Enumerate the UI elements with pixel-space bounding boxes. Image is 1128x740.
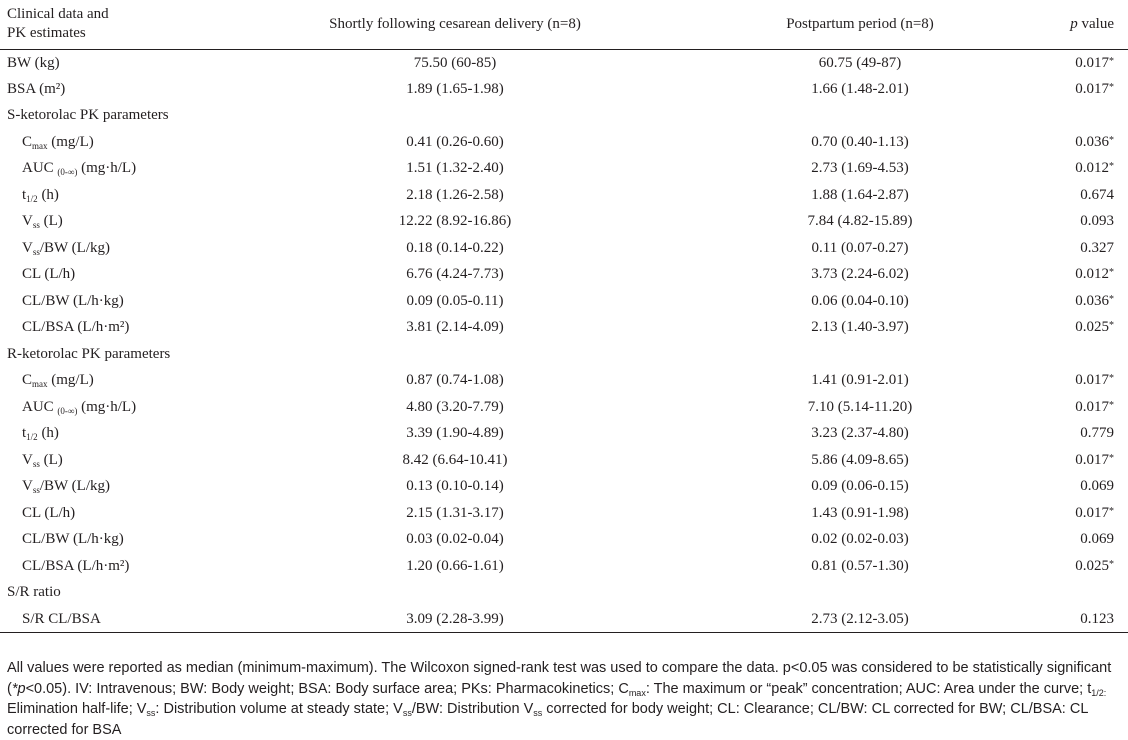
row-label [0,129,250,156]
cell-cesarean: 1.20 (0.66-1.61) [406,557,504,574]
cell-postpartum: 5.86 (4.09-8.65) [811,451,909,468]
cell-p-value [1060,129,1128,156]
table-row [0,420,1128,447]
header-clinical-data-line1: Clinical data and [7,6,109,23]
row-label-tail: (mg/L) [47,133,94,150]
row-label [0,235,250,262]
row-label-subscript: ss [32,246,40,257]
cell-p-value [1060,447,1128,474]
p-value-number: 0.025 [1075,319,1109,336]
row-label-main: BSA (m²) [7,80,66,97]
row-label-main: V [22,239,33,256]
row-label [0,447,250,474]
table-row [0,606,1128,633]
row-label [0,473,250,500]
table-row [0,500,1128,527]
row-label-main: CL/BW (L/h·kg) [22,531,124,548]
row-label-main: t [22,186,27,203]
cell-postpartum: 0.11 (0.07-0.27) [811,239,909,256]
table-row [0,129,1128,156]
row-label-main: V [22,478,33,495]
significance-asterisk: * [1109,293,1114,305]
cell-p-value [1060,49,1128,76]
cell-postpartum: 2.13 (1.40-3.97) [811,319,909,336]
cell-p-value [1060,606,1128,633]
cell-p-value [1060,314,1128,341]
cell-postpartum: 0.70 (0.40-1.13) [811,133,909,150]
cell-p-value [1060,526,1128,553]
row-label-tail: (L) [39,451,63,468]
cell-cesarean: 75.50 (60-85) [413,54,497,71]
cell-cesarean: 2.15 (1.31-3.17) [406,504,504,521]
row-label [0,102,250,129]
table-row [0,76,1128,103]
cell-p-value [1060,235,1128,262]
p-value-number: 0.069 [1080,531,1114,548]
row-label [0,553,250,580]
cell-p-value [1060,394,1128,421]
cell-cesarean: 1.89 (1.65-1.98) [406,80,504,97]
table-row [0,49,1128,76]
row-label-subscript: max [32,140,48,151]
cell-postpartum [660,341,1060,368]
p-value-number: 0.017 [1075,398,1109,415]
cell-cesarean: 12.22 (8.92-16.86) [398,213,512,230]
row-label-subscript: 1/2 [26,193,38,204]
p-value-number: 0.017 [1075,372,1109,389]
cell-postpartum [660,102,1060,129]
p-value-number: 0.779 [1080,425,1114,442]
row-label [0,500,250,527]
footnote-sub-3: ss [146,708,156,718]
cell-cesarean [250,341,660,368]
cell-postpartum: 1.41 (0.91-2.01) [811,372,909,389]
row-label [0,155,250,182]
row-label-tail: /BW (L/kg) [39,239,110,256]
cell-p-value [1060,288,1128,315]
p-value-number: 0.093 [1080,213,1114,230]
cell-p-value [1060,182,1128,209]
row-label-tail: (h) [37,186,59,203]
cell-postpartum: 2.73 (1.69-4.53) [811,160,909,177]
cell-cesarean: 0.09 (0.05-0.11) [406,292,504,309]
row-label [0,314,250,341]
p-value-number: 0.012 [1075,160,1109,177]
header-p-rest: value [1077,15,1114,32]
row-label-subscript: (0-∞) [57,167,78,178]
table-row [0,102,1128,129]
footnote-text-3: <0.05). IV: Intravenous; BW: Body weight; BSA: Body surface area; PKs: Pharmacokinetics; C [25,680,629,697]
row-label [0,420,250,447]
cell-cesarean: 0.41 (0.26-0.60) [406,133,504,150]
row-label-main: CL (L/h) [22,504,76,521]
footnote-sub-4: ss [402,708,412,718]
table-row [0,473,1128,500]
row-label-main: V [22,451,33,468]
cell-postpartum: 7.84 (4.82-15.89) [807,213,913,230]
footnote-sub-1: max [628,687,646,698]
table-row [0,261,1128,288]
row-label-tail: (h) [37,425,59,442]
header-clinical-data-line2: PK estimates [7,25,86,42]
cell-p-value [1060,367,1128,394]
significance-asterisk: * [1109,320,1114,332]
cell-p-value [1060,579,1128,606]
footnote-text-5: Elimination half-life; V [7,701,147,717]
footnote-text-8: corrected for body weight; CL: Clearance; CL/BW: CL corrected for BW; CL/BSA: CL corrected for BSA [7,701,1088,738]
row-label-subscript: 1/2 [26,432,38,443]
cell-cesarean: 0.03 (0.02-0.04) [406,531,504,548]
row-label-tail: (mg·h/L) [77,160,137,177]
row-label [0,394,250,421]
significance-asterisk: * [1109,399,1114,411]
p-value-number: 0.036 [1075,292,1109,309]
row-label-tail: (mg·h/L) [77,398,137,415]
footnote-text-6: : Distribution volume at steady state; V [155,701,403,717]
row-label [0,182,250,209]
cell-cesarean [250,102,660,129]
row-label [0,341,250,368]
row-label [0,606,250,633]
row-label-subscript: ss [32,220,40,231]
cell-p-value [1060,473,1128,500]
cell-postpartum [660,579,1060,606]
cell-cesarean: 0.18 (0.14-0.22) [406,239,504,256]
cell-cesarean: 3.09 (2.28-3.99) [250,606,660,633]
header-cesarean: Shortly following cesarean delivery (n=8) [250,0,660,49]
row-label-main: t [22,425,27,442]
row-label [0,261,250,288]
table-row [0,579,1128,606]
p-value-number: 0.036 [1075,133,1109,150]
table-row [0,288,1128,315]
footnote-text-1: All values were reported as median (minimum-maximum). The Wilcoxon signed-rank test was used to compare the data. p<0.05 was considered to be statistically significant ( [7,660,1112,697]
significance-asterisk: * [1109,452,1114,464]
cell-postpartum: 1.43 (0.91-1.98) [811,504,909,521]
row-label [0,49,250,76]
header-p-value [1060,0,1128,49]
row-label-main: CL/BW (L/h·kg) [22,292,124,309]
row-label [0,526,250,553]
significance-asterisk: * [1109,81,1114,93]
table-row [0,208,1128,235]
row-label-subscript: ss [32,458,40,469]
row-label-main: CL/BSA (L/h·m²) [22,319,130,336]
row-label-main: S/R ratio [7,584,61,601]
cell-cesarean: 0.13 (0.10-0.14) [406,478,504,495]
table-body [0,49,1128,632]
p-value-number: 0.674 [1080,186,1114,203]
cell-postpartum: 3.73 (2.24-6.02) [811,266,909,283]
cell-p-value [1060,420,1128,447]
table-footnote [7,658,1122,740]
row-label-main: C [22,133,33,150]
cell-cesarean: 4.80 (3.20-7.79) [406,398,504,415]
row-label-tail: (mg/L) [47,372,94,389]
row-label-main: V [22,213,33,230]
cell-postpartum: 3.23 (2.37-4.80) [811,425,909,442]
cell-cesarean: 3.39 (1.90-4.89) [406,425,504,442]
cell-p-value [1060,261,1128,288]
table-row [0,314,1128,341]
table-row [0,235,1128,262]
cell-p-value [1060,76,1128,103]
cell-cesarean [250,579,660,606]
row-label [0,579,250,606]
table-row [0,182,1128,209]
cell-postpartum: 0.81 (0.57-1.30) [811,557,909,574]
row-label-main: S-ketorolac PK parameters [7,107,169,124]
row-label-subscript: max [32,379,48,390]
p-value-number: 0.069 [1080,478,1114,495]
significance-asterisk: * [1109,505,1114,517]
table-row [0,526,1128,553]
footnote-text-2: *p [11,680,26,697]
row-label-main: AUC [22,160,58,177]
table-row [0,341,1128,368]
p-value-number: 0.025 [1075,557,1109,574]
header-postpartum: Postpartum period (n=8) [660,0,1060,49]
cell-p-value [1060,155,1128,182]
significance-asterisk: * [1109,267,1114,279]
table-header-row [0,0,1128,49]
cell-postpartum: 2.73 (2.12-3.05) [660,606,1060,633]
footnote-sub-5: ss [533,708,543,718]
row-label-main: BW (kg) [7,54,60,71]
p-value-number: 0.017 [1075,54,1109,71]
p-value-number: 0.327 [1080,239,1114,256]
significance-asterisk: * [1109,161,1114,173]
table-row [0,367,1128,394]
cell-p-value [1060,341,1128,368]
cell-postpartum: 1.88 (1.64-2.87) [811,186,909,203]
header-p-italic: p [1070,15,1078,32]
p-value-number: 0.017 [1075,451,1109,468]
row-label-main: R-ketorolac PK parameters [7,345,171,362]
significance-asterisk: * [1109,55,1114,67]
cell-p-value [1060,102,1128,129]
footnote-text-7: /BW: Distribution V [411,701,534,717]
row-label [0,288,250,315]
header-clinical-data [0,0,250,49]
cell-cesarean: 3.81 (2.14-4.09) [406,319,504,336]
table-row [0,155,1128,182]
cell-postpartum: 0.02 (0.02-0.03) [811,531,909,548]
row-label [0,367,250,394]
cell-postpartum: 60.75 (49-87) [818,54,902,71]
cell-postpartum: 1.66 (1.48-2.01) [811,80,909,97]
cell-p-value [1060,208,1128,235]
footnote-text-4: : The maximum or “peak” concentration; AUC: Area under the curve; t [645,680,1092,697]
cell-postpartum: 0.09 (0.06-0.15) [811,478,909,495]
row-label-subscript: (0-∞) [57,405,78,416]
cell-cesarean: 2.18 (1.26-2.58) [406,186,504,203]
significance-asterisk: * [1109,558,1114,570]
cell-cesarean: 8.42 (6.64-10.41) [402,451,508,468]
p-value-number: 0.012 [1075,266,1109,283]
cell-postpartum: 0.06 (0.04-0.10) [811,292,909,309]
row-label [0,76,250,103]
row-label-main: S/R CL/BSA [22,610,101,627]
p-value-number: 0.017 [1075,504,1109,521]
row-label-main: AUC [22,398,58,415]
p-value-number: 0.123 [1080,610,1114,627]
significance-asterisk: * [1109,373,1114,385]
row-label-main: CL (L/h) [22,266,76,283]
row-label [0,208,250,235]
cell-p-value [1060,500,1128,527]
row-label-tail: (L) [39,213,63,230]
footnote-sub-2: 1/2: [1091,687,1107,698]
p-value-number: 0.017 [1075,80,1109,97]
table-row [0,447,1128,474]
table-row [0,394,1128,421]
row-label-tail: /BW (L/kg) [39,478,110,495]
cell-postpartum: 7.10 (5.14-11.20) [807,398,913,415]
row-label-subscript: ss [32,485,40,496]
row-label-main: C [22,372,33,389]
cell-cesarean: 6.76 (4.24-7.73) [406,266,504,283]
table-row [0,553,1128,580]
cell-cesarean: 1.51 (1.32-2.40) [406,160,504,177]
cell-cesarean: 0.87 (0.74-1.08) [406,372,504,389]
row-label-main: CL/BSA (L/h·m²) [22,557,130,574]
significance-asterisk: * [1109,134,1114,146]
cell-p-value [1060,553,1128,580]
